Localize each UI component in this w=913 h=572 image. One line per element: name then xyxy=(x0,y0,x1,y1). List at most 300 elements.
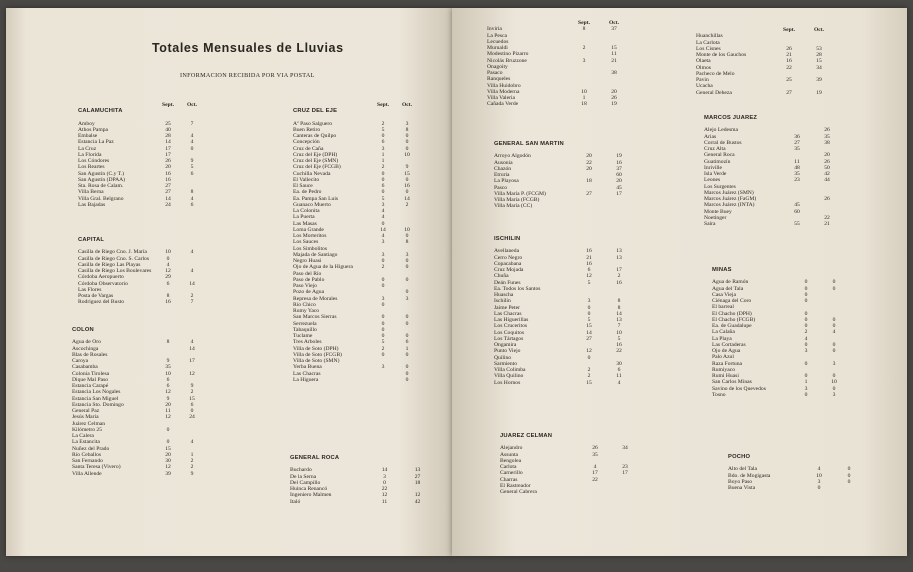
station-name: La Estancita xyxy=(72,439,100,446)
oct-value: 0 xyxy=(405,333,409,339)
oct-value: 39 xyxy=(816,77,822,83)
sept-value: 2 xyxy=(381,264,385,271)
station-name: Río Chico xyxy=(293,301,316,308)
station-name: Olmos xyxy=(696,64,711,71)
oct-value: 0 xyxy=(832,385,836,392)
sept-value: 4 xyxy=(381,214,385,221)
station-name: Amboy xyxy=(78,120,95,127)
sept-value: 5 xyxy=(381,126,385,133)
station-name: Los Coquitos xyxy=(494,329,524,336)
sept-value: 3 xyxy=(381,295,385,302)
station-name: Nuñez del Prado xyxy=(72,445,110,452)
oct-value: 0 xyxy=(832,285,836,292)
sept-value: 6 xyxy=(381,183,385,189)
sept-value: 27 xyxy=(786,89,792,96)
station-name: Assunta xyxy=(500,451,519,458)
station-name: Tosno xyxy=(712,391,726,398)
sept-value: 0 xyxy=(587,304,591,311)
station-name: Loma Grande xyxy=(293,226,324,233)
station-name: Buena Vista xyxy=(728,485,756,491)
sept-value: 3 xyxy=(804,385,808,392)
oct-value: 13 xyxy=(616,248,622,255)
oct-value: 24 xyxy=(189,414,195,421)
station-name: Rumy Yaco xyxy=(293,308,320,314)
station-name: Villa de Soto (DPH) xyxy=(293,345,339,352)
station-name: Represa de Morales xyxy=(293,295,338,302)
station-name: Ea. Pampa San Luis xyxy=(293,195,339,202)
station-name: Inviria xyxy=(487,26,502,33)
oct-value: 6 xyxy=(190,201,194,208)
sept-value: 11 xyxy=(794,158,800,165)
table-row xyxy=(78,299,204,305)
oct-value: 0 xyxy=(405,370,409,377)
oct-value: 6 xyxy=(617,367,621,373)
station-name: Etruria xyxy=(494,172,510,178)
sept-value: 16 xyxy=(165,176,171,183)
station-name: Casilla de Riego Cno. J. María xyxy=(78,249,147,256)
sept-value: 0 xyxy=(804,341,808,348)
station-name: Ischilín xyxy=(494,298,511,305)
station-name: Caroya xyxy=(72,358,89,364)
station-name: Ciénaga del Coro xyxy=(712,298,752,304)
station-name: Blas de Rosales xyxy=(72,351,108,358)
oct-value: 6 xyxy=(190,401,194,408)
oct-value: 34 xyxy=(622,445,628,452)
station-name: Guatimozín xyxy=(704,158,731,165)
oct-value: 2 xyxy=(190,458,194,464)
station-name: Villa Moderna xyxy=(487,88,520,95)
sept-value: 11 xyxy=(165,408,171,414)
section-heading: CAPITAL xyxy=(78,237,105,243)
station-name: Huinca Renancó xyxy=(290,486,328,492)
station-name: Guanaco Muerto xyxy=(293,201,331,208)
sept-value: 0 xyxy=(381,283,385,289)
oct-value: 38 xyxy=(611,70,617,76)
station-name: General Roca xyxy=(704,152,735,159)
oct-value: 8 xyxy=(617,298,621,305)
sept-value: 25 xyxy=(786,77,792,83)
sept-value: 3 xyxy=(381,201,385,208)
oct-value: 13 xyxy=(414,467,421,474)
station-name: Cruz del Eje (DPH) xyxy=(293,151,338,158)
station-name: El barreal xyxy=(712,304,734,311)
sept-value: 24 xyxy=(165,201,171,208)
oct-value: 10 xyxy=(616,329,622,336)
sept-value: 0 xyxy=(381,326,385,333)
sept-value: 0 xyxy=(381,333,385,339)
station-name: Marcos Juárez (FaGM) xyxy=(704,196,757,202)
oct-value: 14 xyxy=(404,195,410,202)
station-name: Inriville xyxy=(704,164,723,171)
station-name: Paso Viejo xyxy=(293,283,317,289)
oct-value: 16 xyxy=(616,159,622,166)
table-ischilin xyxy=(494,236,634,386)
station-name: Carlota xyxy=(500,464,517,470)
sept-value: 1 xyxy=(804,379,808,386)
station-name: Palo Azul xyxy=(712,354,734,361)
sept-value xyxy=(371,377,395,383)
station-name: Punto Viejo xyxy=(494,348,521,355)
section-heading: ISCHILIN xyxy=(494,236,521,242)
oct-value: 17 xyxy=(616,267,622,273)
sept-value: 20 xyxy=(165,164,171,171)
station-name: Sarmiento xyxy=(494,360,517,367)
oct-value: 42 xyxy=(824,171,830,177)
sept-value: 27 xyxy=(586,190,592,197)
table-row xyxy=(290,499,434,505)
sept-value: 4 xyxy=(381,233,385,239)
oct-value: 42 xyxy=(414,498,421,505)
oct-value: 20 xyxy=(616,178,622,185)
sept-value: 12 xyxy=(586,273,592,280)
station-name: Villa María (FCGB) xyxy=(494,197,540,203)
station-name: Colonia Tirolesa xyxy=(72,370,110,377)
station-name: San Agustín (DPAA) xyxy=(78,176,126,183)
oct-value: 13 xyxy=(616,317,622,323)
sept-value: 0 xyxy=(381,320,385,327)
station-name: Jesús María xyxy=(72,414,99,421)
column-header-sept: Sept. xyxy=(162,102,174,108)
station-name: Alejo Ledesma xyxy=(704,127,739,134)
table-row xyxy=(712,392,848,398)
table-capital xyxy=(78,237,204,306)
station-name: Casilla de Riego Cno. S. Carlos xyxy=(78,255,150,262)
station-name: Cruz del Eje (SMN) xyxy=(293,158,339,164)
oct-value: 5 xyxy=(190,164,194,171)
oct-value: 26 xyxy=(824,196,830,202)
oct-value: 28 xyxy=(816,52,822,58)
station-name: Quilino xyxy=(494,354,512,361)
station-name: Murualdi xyxy=(487,45,508,51)
sept-value: 0 xyxy=(381,133,385,139)
oct-value: 13 xyxy=(616,254,622,261)
sept-value: 15 xyxy=(586,323,592,330)
table-general-roca xyxy=(290,455,434,505)
station-name: Santa Teresa (Vivero) xyxy=(72,464,121,471)
oct-value: 60 xyxy=(616,172,622,178)
oct-value: 2 xyxy=(190,389,194,396)
sept-value: 8 xyxy=(166,293,170,299)
oct-value: 8 xyxy=(190,189,194,196)
table-row xyxy=(72,471,204,477)
station-name: Los Sauces xyxy=(293,239,319,246)
station-name: Concepción xyxy=(293,139,320,146)
station-name: Las Chacras xyxy=(494,310,522,317)
sept-value: 17 xyxy=(165,151,171,158)
station-name: Villa Huidobro xyxy=(487,82,521,89)
sept-value: 16 xyxy=(586,260,592,267)
station-name: Modestino Pizarro xyxy=(487,51,529,58)
station-name: Los Reartes xyxy=(78,164,105,171)
table-row xyxy=(500,489,640,495)
oct-value: 45 xyxy=(616,184,622,191)
sept-value: 22 xyxy=(586,159,592,166)
station-name: Casilla de Riego Las Playas xyxy=(78,261,141,268)
oct-value: 12 xyxy=(189,370,195,377)
oct-value: 4 xyxy=(617,379,621,386)
sept-value: 17 xyxy=(165,145,171,152)
oct-value: 0 xyxy=(832,323,836,329)
station-name: La Calera xyxy=(72,433,94,439)
station-name: Monte Buey xyxy=(704,208,732,215)
sept-value: 2 xyxy=(381,164,385,171)
station-name: San Marcos Sierras xyxy=(293,314,337,321)
station-name: La Cruz xyxy=(78,145,97,152)
sept-value: 30 xyxy=(165,458,171,464)
sept-value: 0 xyxy=(587,354,591,361)
station-name: Juárez Celman xyxy=(72,420,106,427)
station-name: San Carlos Minas xyxy=(712,379,752,386)
sept-value: 16 xyxy=(165,299,171,306)
sept-value: 2 xyxy=(381,120,385,127)
sept-value: 22 xyxy=(381,486,388,492)
station-name: Paso del Río xyxy=(293,270,322,277)
oct-value: 0 xyxy=(832,348,836,354)
oct-value: 0 xyxy=(405,189,409,196)
station-name: Arias xyxy=(704,133,717,140)
oct-value: 4 xyxy=(190,268,194,274)
oct-value: 21 xyxy=(611,57,617,64)
sept-value: 4 xyxy=(166,261,170,268)
station-name: La Higuera xyxy=(293,376,319,383)
sept-value: 4 xyxy=(804,335,808,342)
table-cruz-del-eje xyxy=(293,102,419,383)
sept-value: 4 xyxy=(593,464,597,470)
sept-value: 20 xyxy=(586,153,592,160)
station-name: Sta. Rosa de Calam. xyxy=(78,183,124,189)
station-name: Tuclame xyxy=(293,333,313,339)
oct-value: 2 xyxy=(405,201,409,208)
station-name: Agua del Tala xyxy=(712,285,744,292)
station-name: Estancia La Paz xyxy=(78,139,114,146)
sept-value: 20 xyxy=(165,401,171,408)
sept-value: 35 xyxy=(794,146,800,152)
station-name: Las Higuerillas xyxy=(494,317,529,323)
oct-value: 15 xyxy=(816,58,822,65)
station-name: Cañada Verde xyxy=(487,101,519,108)
station-name: Marcos Juárez (SMN) xyxy=(704,189,754,196)
sept-value: 2 xyxy=(804,329,808,336)
sept-value: 3 xyxy=(381,239,385,246)
sept-value: 18 xyxy=(581,101,587,108)
station-name: Noetinger xyxy=(704,214,727,221)
oct-value: 6 xyxy=(405,339,409,346)
station-name: Paso de Pablo xyxy=(293,276,325,283)
sept-value: 27 xyxy=(165,189,171,196)
sept-value: 12 xyxy=(381,492,388,499)
section-heading: GENERAL SAN MARTIN xyxy=(494,141,564,147)
sept-value xyxy=(574,203,604,209)
oct-value: 3 xyxy=(832,391,836,398)
section-heading: CRUZ DEL EJE xyxy=(293,108,338,115)
station-name: Avellaneda xyxy=(494,248,520,255)
oct-value: 3 xyxy=(405,251,409,258)
station-name: Estancia Carapé xyxy=(72,383,109,389)
sept-value: 26 xyxy=(592,445,598,452)
station-name: Serrezuela xyxy=(293,320,317,327)
oct-value: 0 xyxy=(405,264,409,271)
oct-value: 26 xyxy=(611,95,617,101)
station-name: El Sauce xyxy=(293,183,313,189)
oct-value: 22 xyxy=(616,348,622,355)
sept-value: 14 xyxy=(381,467,388,474)
sept-value: 5 xyxy=(381,339,385,346)
station-name: San Agustín (C.y T.) xyxy=(78,170,124,177)
sept-value: 5 xyxy=(587,317,591,323)
sept-value: 0 xyxy=(381,176,385,183)
sept-value: 2 xyxy=(381,345,385,352)
oct-value: 4 xyxy=(190,195,194,202)
station-name: Las Cortaderas xyxy=(712,341,746,348)
station-name: Copacabana xyxy=(494,260,522,267)
section-heading: POCHO xyxy=(728,454,751,460)
sept-value: 35 xyxy=(165,364,171,371)
station-name: Savino de los Quevedos xyxy=(712,385,766,392)
oct-value: 6 xyxy=(190,170,194,177)
station-name: Bengolea xyxy=(500,457,522,464)
station-name: Casilla de Riego Los Boulevares xyxy=(78,268,152,274)
sept-value: 5 xyxy=(587,279,591,286)
station-name: Las Masas xyxy=(293,220,317,227)
station-name: La Carlota xyxy=(696,39,720,46)
oct-value: 0 xyxy=(832,316,836,323)
sept-value: 12 xyxy=(165,389,171,396)
station-name: Ucacha xyxy=(696,83,713,90)
section-heading: GENERAL ROCA xyxy=(290,455,340,461)
sept-value: 16 xyxy=(586,248,592,255)
sept-value: 1 xyxy=(582,95,586,101)
sept-value: 2 xyxy=(587,373,591,380)
station-name: Bdo. de Mogigasta xyxy=(728,472,771,479)
sept-value: 12 xyxy=(165,414,171,421)
station-name: Rumi Huasi xyxy=(712,373,739,379)
table-pocho xyxy=(728,454,864,491)
oct-value: 7 xyxy=(617,323,621,330)
station-name: Pasco xyxy=(494,184,508,191)
station-name: Olaeta xyxy=(696,58,711,65)
sept-value: 25 xyxy=(165,120,171,127)
sept-value: 26 xyxy=(786,45,792,52)
oct-value: 30 xyxy=(616,360,622,367)
sept-value: 55 xyxy=(794,221,800,227)
sept-value: 3 xyxy=(381,251,385,258)
station-name: La Pesca xyxy=(487,32,508,39)
table-marcos-juarez-top xyxy=(696,27,834,96)
oct-value: 34 xyxy=(816,64,822,71)
table-row xyxy=(728,485,864,491)
sept-value: 27 xyxy=(794,139,800,146)
oct-value: 0 xyxy=(405,139,409,146)
station-name: Arroyo Algodón xyxy=(494,153,531,160)
station-name: Villa Quilino xyxy=(494,373,524,380)
sept-value: 12 xyxy=(165,268,171,274)
table-colon xyxy=(72,327,204,477)
oct-value: 16 xyxy=(616,279,622,286)
sept-value: 0 xyxy=(804,373,808,379)
station-name: Ojo de Agua de la Higuera xyxy=(293,264,353,271)
station-name: Córdoba Aeropuerto xyxy=(78,274,124,281)
station-name: Pavin xyxy=(696,77,709,83)
sept-value: 27 xyxy=(165,183,171,189)
station-name: Monte de los Gauchos xyxy=(696,52,747,58)
station-name: Italó xyxy=(290,498,301,505)
table-row xyxy=(704,221,842,227)
oct-value: 4 xyxy=(190,133,194,139)
sept-value: 18 xyxy=(586,178,592,185)
sept-value: 10 xyxy=(165,249,171,256)
station-name: Villa de Soto (SMN) xyxy=(293,358,340,364)
table-marcos-juarez xyxy=(704,115,842,227)
oct-value: 9 xyxy=(405,164,409,171)
station-name: Los Cóndores xyxy=(78,158,110,164)
sept-value: 3 xyxy=(381,145,385,152)
oct-value: 0 xyxy=(847,472,851,479)
station-name: Tabaquillo xyxy=(293,326,317,333)
station-name: Rodriguez del Busto xyxy=(78,299,124,306)
oct-value: 0 xyxy=(405,314,409,321)
station-name: El Chacho (FCGB) xyxy=(712,316,756,323)
oct-value: 0 xyxy=(832,279,836,286)
station-name: Pasaco xyxy=(487,70,503,76)
station-name: La Colonita xyxy=(293,208,320,214)
sept-value: 10 xyxy=(165,370,171,377)
table-row xyxy=(494,203,634,209)
sept-value: 8 xyxy=(166,339,170,346)
sept-value: 2 xyxy=(582,45,586,51)
oct-value: 15 xyxy=(189,395,195,402)
station-name: Majada de Santiago xyxy=(293,251,338,258)
station-name: De la Serna xyxy=(290,473,317,480)
oct-value: 17 xyxy=(622,470,628,477)
oct-value: 17 xyxy=(616,190,622,197)
station-name: Jaime Peter xyxy=(494,304,520,311)
column-header-sept: Sept. xyxy=(578,20,590,26)
sept-value: 14 xyxy=(165,195,171,202)
sept-value: 10 xyxy=(581,88,587,95)
sept-value: 4 xyxy=(817,466,821,473)
oct-value: 18 xyxy=(414,479,421,486)
oct-value: 8 xyxy=(405,239,409,246)
station-name: Las Bajadas xyxy=(78,201,106,208)
sept-value: 27 xyxy=(586,335,592,342)
station-name: Boyo Paso xyxy=(728,478,753,485)
table-minas xyxy=(712,267,848,398)
station-name: Buchardo xyxy=(290,467,312,474)
station-name: General Deheza xyxy=(696,89,732,96)
oct-value: 16 xyxy=(404,183,410,189)
oct-value: 11 xyxy=(611,51,617,58)
oct-value: 1 xyxy=(190,451,194,458)
sept-value: 0 xyxy=(804,298,808,304)
oct-value: 9 xyxy=(190,470,194,477)
station-name: Charras xyxy=(500,476,518,483)
sept-value: 0 xyxy=(381,170,385,177)
sept-value: 0 xyxy=(166,426,170,433)
sept-value: 6 xyxy=(381,139,385,146)
station-name: Las Chacras xyxy=(293,370,321,377)
oct-value: 0 xyxy=(190,408,194,414)
station-name: Estancia Los Nogales xyxy=(72,389,121,396)
oct-value: 19 xyxy=(611,101,617,108)
table-juarez-celman xyxy=(500,433,640,495)
station-name: Los Cisnes xyxy=(696,45,721,52)
station-name: Buen Retiro xyxy=(293,126,321,133)
oct-value: 14 xyxy=(616,310,622,317)
sept-value: 22 xyxy=(592,476,598,483)
oct-value: 0 xyxy=(405,176,409,183)
section-heading: CALAMUCHITA xyxy=(78,108,123,115)
oct-value: 7 xyxy=(190,299,194,306)
